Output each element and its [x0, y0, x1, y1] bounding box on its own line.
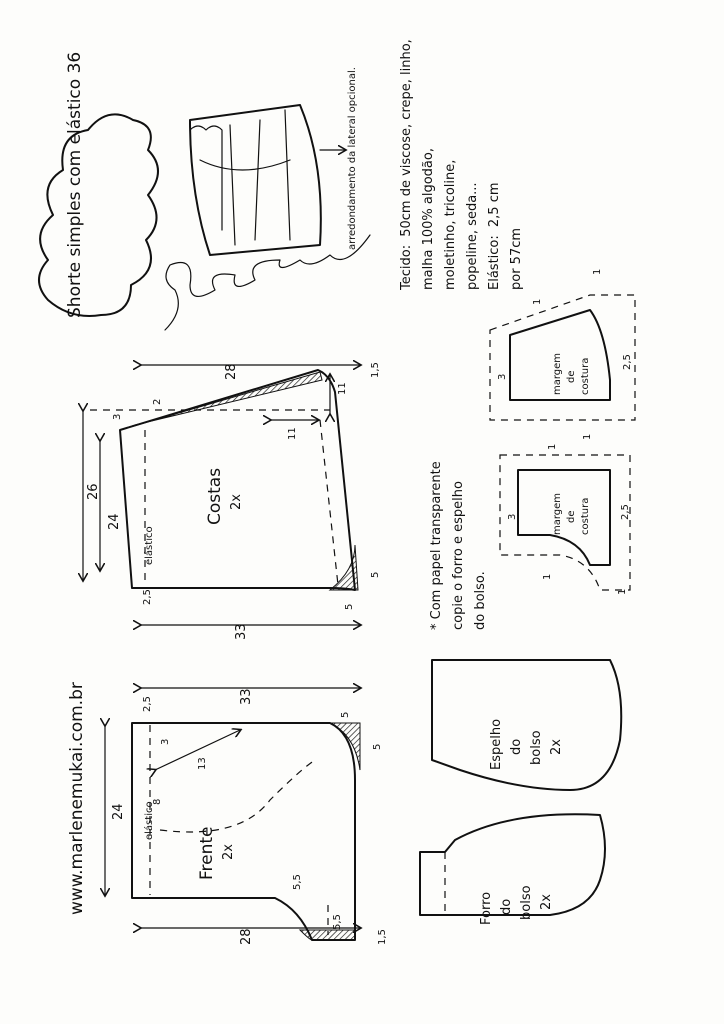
margem-piece-1 [490, 269, 635, 440]
frente-elastic-label: elástico [144, 801, 155, 840]
frente-measure-3: 3 [160, 738, 171, 745]
margem2-measure-25: 2,5 [620, 504, 631, 520]
pocket-note-line-2: copie o forro e espelho [451, 481, 466, 630]
margem1-measure-3: 3 [497, 373, 508, 380]
costas-measure-15: 1,5 [370, 362, 381, 378]
fabric-text [399, 35, 524, 291]
costas-measure-5b: 5 [344, 603, 355, 610]
espelho-line-1: Espelho [489, 718, 504, 770]
fabric-line-1: 50cm de viscose, crepe, linho, [399, 39, 414, 237]
elastic-line-1: 2,5 cm [487, 182, 502, 228]
frente-measure-28: 28 [239, 928, 254, 945]
costas-piece [83, 362, 381, 640]
margem1-line-2: de [566, 370, 577, 383]
costas-measure-25: 2,5 [142, 589, 153, 605]
forro-line-2: do [499, 898, 514, 915]
espelho-line-3: bolso [529, 730, 544, 765]
forro-line-1: Forro [479, 891, 494, 925]
frente-qty: 2x [221, 844, 236, 860]
espelho-line-2: do [509, 738, 524, 755]
margem2-measure-1a: 1 [547, 443, 558, 450]
illustration-note: arredondamento da lateral opcional. [347, 67, 358, 250]
costas-measure-3: 3 [112, 413, 123, 420]
frente-measure-5a: 5 [340, 711, 351, 718]
frente-measure-5b: 5 [372, 743, 383, 750]
costas-measure-5a: 5 [370, 571, 381, 578]
pocket-note [429, 457, 488, 630]
frente-measure-33: 33 [239, 688, 254, 705]
costas-name: Costas [205, 467, 225, 525]
frente-measure-15: 1,5 [377, 929, 388, 945]
margem1-measure-1a: 1 [532, 298, 543, 305]
website-text: www.marlenemukai.com.br [67, 682, 87, 915]
costas-measure-2: 2 [152, 398, 163, 405]
title-cloud [39, 52, 158, 318]
forro-line-3: bolso [519, 885, 534, 920]
title-line: Shorte simples com elástico 36 [65, 51, 85, 318]
margem1-measure-25: 2,5 [622, 354, 633, 370]
forro-piece [420, 814, 605, 925]
margem2-text [552, 490, 591, 535]
margem2-measure-1c: 1 [617, 588, 628, 595]
pocket-note-line-1: * Com papel transparente [429, 461, 444, 630]
pocket-note-line-3: do bolso. [473, 571, 488, 630]
fabric-info [399, 35, 524, 291]
shorts-illustration [190, 67, 358, 255]
frente-measure-25: 2,5 [142, 696, 153, 712]
espelho-line-4: 2x [549, 739, 564, 755]
fabric-line-2: malha 100% algodão, [421, 148, 436, 290]
margem2-line-2: de [566, 510, 577, 523]
margem2-measure-1b: 1 [542, 573, 553, 580]
frente-measure-8: 8 [152, 798, 163, 805]
margem2-line-1: margem [552, 492, 563, 535]
costas-measure-11: 11 [337, 382, 348, 395]
costas-measure-26: 26 [86, 483, 101, 500]
frente-measure-24: 24 [111, 803, 126, 820]
margem-piece-2 [500, 444, 631, 595]
espelho-text [489, 715, 564, 770]
frente-measure-55a: 5,5 [292, 874, 303, 890]
costas-measure-28: 28 [224, 363, 239, 380]
frente-name: Frente [197, 826, 217, 880]
frente-crotch-hatch-top [330, 723, 360, 770]
title-text [65, 52, 85, 318]
margem1-measure-1c: 1 [582, 433, 593, 440]
costas-waist-hatch [120, 372, 322, 430]
frente-measure-55b: 5,5 [332, 914, 343, 930]
margem1-measure-1b: 1 [592, 268, 603, 275]
margem1-text [552, 350, 591, 395]
frente-measure-13: 13 [197, 757, 208, 770]
fabric-label: Tecido: [399, 244, 414, 290]
espelho-piece [432, 660, 621, 790]
forro-line-4: 2x [539, 894, 554, 910]
fabric-line-3: moletinho, tricoline, [443, 159, 458, 290]
frente-piece [105, 688, 388, 945]
margem2-measure-3: 3 [507, 513, 518, 520]
costas-qty: 2x [229, 494, 244, 510]
costas-measure-11b: 11 [287, 427, 298, 440]
margem2-line-3: costura [580, 497, 591, 535]
fabric-line-4: popeline, seda... [465, 182, 480, 290]
margem1-line-3: costura [580, 357, 591, 395]
costas-measure-24: 24 [107, 513, 122, 530]
costas-elastic-label: elástico [144, 526, 155, 565]
elastic-line-2: por 57cm [509, 227, 524, 290]
costas-measure-33: 33 [234, 623, 249, 640]
forro-text [479, 881, 554, 925]
margem1-line-1: margem [552, 352, 563, 395]
elastic-label: Elástico: [487, 235, 502, 290]
